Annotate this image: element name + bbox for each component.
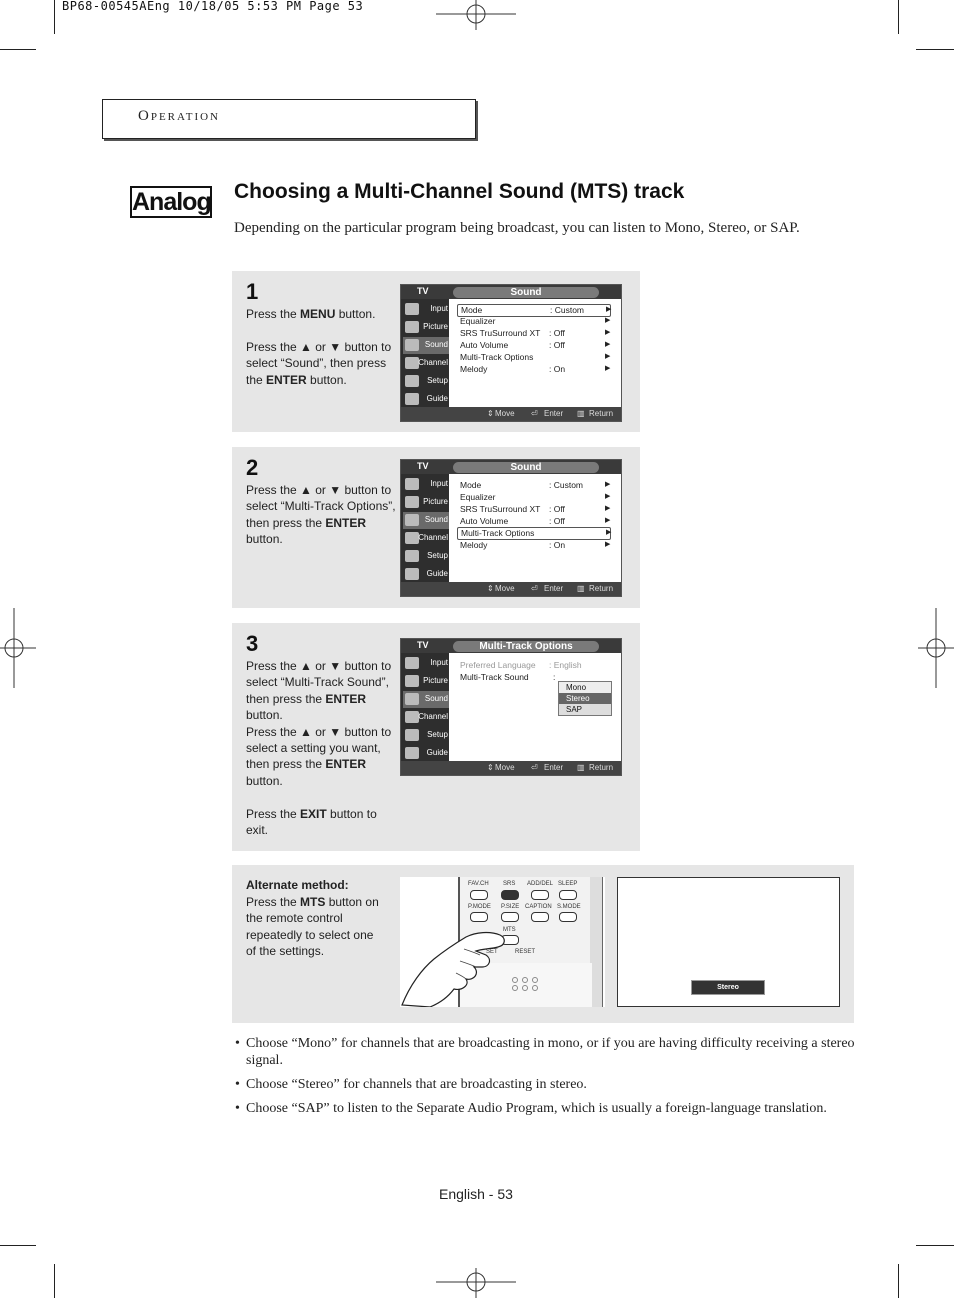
- osd-row: Melody : On ▶: [460, 540, 611, 550]
- return-icon: ▥: [577, 584, 585, 593]
- crop-mark: [54, 1264, 55, 1298]
- osd-side-item: Setup: [427, 730, 448, 739]
- osd-side-item: Picture: [423, 676, 448, 685]
- step-1-panel: [232, 271, 640, 432]
- channel-icon: [405, 532, 419, 544]
- bullet-list: [235, 1035, 858, 1124]
- osd-row: Equalizer ▶: [460, 316, 611, 326]
- arrow-right-icon: ▶: [605, 317, 611, 324]
- osd-footer: ⇕ Move ⏎ Enter ▥ Return: [401, 582, 621, 596]
- crop-mark: [54, 0, 55, 34]
- analog-badge: Analog: [132, 188, 211, 216]
- registration-mark-icon: [918, 608, 954, 688]
- channel-icon: [405, 357, 419, 369]
- page-title: Choosing a Multi-Channel Sound (MTS) track: [234, 180, 685, 203]
- indicator-dot: [512, 977, 518, 983]
- srs-button[interactable]: [501, 890, 519, 900]
- alternate-method-panel: [232, 865, 854, 1023]
- step-number: 3: [246, 631, 259, 656]
- osd-side-item: Picture: [423, 322, 448, 331]
- caption-button[interactable]: [531, 912, 549, 922]
- osd-row: Equalizer ▶: [460, 492, 611, 502]
- crop-mark: [898, 1264, 899, 1298]
- remote-label: RESET: [515, 949, 536, 955]
- enter-icon: ⏎: [531, 584, 538, 593]
- osd-tv-label: TV: [417, 286, 429, 296]
- indicator-dot: [522, 977, 528, 983]
- remote-label: S.MODE: [557, 904, 581, 910]
- move-icon: ⇕: [487, 763, 494, 772]
- osd-side-item: Picture: [423, 497, 448, 506]
- remote-label: CAPTION: [525, 904, 552, 910]
- osd-tv-label: TV: [417, 461, 429, 471]
- arrow-right-icon: ▶: [605, 329, 611, 336]
- crop-mark: [0, 1245, 36, 1246]
- osd-side-item: Sound: [424, 515, 448, 524]
- remote-label: SLEEP: [558, 881, 578, 887]
- remote-label: P.MODE: [468, 904, 491, 910]
- osd-row: Multi-Track Options ▶: [457, 527, 611, 540]
- indicator-dot: [532, 985, 538, 991]
- osd-side-item: Sound: [424, 340, 448, 349]
- osd-row: Multi-Track Sound :: [460, 672, 556, 682]
- osd-row: Melody : On ▶: [460, 364, 611, 374]
- step-1-text: Press the MENU button. Press the ▲ or ▼ button to select “Sound”, then press the ENTER button.: [246, 307, 392, 387]
- sound-icon: [405, 339, 419, 351]
- sound-icon: [405, 693, 419, 705]
- option-sap: SAP: [559, 704, 611, 715]
- osd-row: Preferred Language : English: [460, 660, 582, 670]
- osd-side-item: Guide: [426, 569, 448, 578]
- indicator-dot: [522, 985, 528, 991]
- osd-row: Mode : Custom ▶: [460, 480, 611, 490]
- osd-row: SRS TruSurround XT : Off ▶: [460, 328, 611, 338]
- osd-side-item: Input: [430, 479, 448, 488]
- list-item: • Choose “Stereo” for channels that are broadcasting in stereo.: [235, 1077, 587, 1092]
- arrow-right-icon: ▶: [605, 365, 611, 372]
- osd-row: SRS TruSurround XT : Off ▶: [460, 504, 611, 514]
- remote-label: P.SIZE: [501, 904, 520, 910]
- print-header: BP68-00545AEng 10/18/05 5:53 PM Page 53: [62, 0, 364, 13]
- osd-row: Mode : Custom ▶: [457, 304, 611, 317]
- sound-icon: [405, 514, 419, 526]
- list-item: • Choose “Mono” for channels that are broadcasting in mono, or if you are having difficulty receiving a stereo signal.: [235, 1036, 855, 1068]
- osd-side-item: Input: [430, 304, 448, 313]
- osd-row: Auto Volume : Off ▶: [460, 340, 611, 350]
- s-mode-button[interactable]: [559, 912, 577, 922]
- input-icon: [405, 303, 419, 315]
- arrow-right-icon: ▶: [605, 505, 611, 512]
- osd-footer: ⇕ Move ⏎ Enter ▥ Return: [401, 407, 621, 421]
- registration-mark-icon: [0, 608, 36, 688]
- osd-sound-menu: [400, 284, 622, 422]
- osd-side-item: Input: [430, 658, 448, 667]
- enter-icon: ⏎: [531, 409, 538, 418]
- stereo-indicator: Stereo: [691, 980, 765, 995]
- osd-row: Auto Volume : Off ▶: [460, 516, 611, 526]
- fav-ch-button[interactable]: [470, 890, 488, 900]
- arrow-right-icon: ▶: [605, 353, 611, 360]
- registration-mark-icon: [436, 0, 516, 30]
- registration-mark-icon: [436, 1268, 516, 1298]
- osd-title: Multi-Track Options: [453, 641, 599, 652]
- osd-side-item: Guide: [426, 748, 448, 757]
- step-2-panel: [232, 447, 640, 608]
- section-title: Operation: [138, 108, 221, 124]
- arrow-right-icon: ▶: [605, 481, 611, 488]
- remote-label: SRS: [503, 881, 516, 887]
- osd-title: Sound: [453, 462, 599, 473]
- input-icon: [405, 478, 419, 490]
- osd-footer: ⇕ Move ⏎ Enter ▥ Return: [401, 761, 621, 775]
- step-number: 1: [246, 279, 259, 304]
- arrow-right-icon: ▶: [606, 529, 612, 536]
- sleep-button[interactable]: [559, 890, 577, 900]
- enter-icon: ⏎: [531, 763, 538, 772]
- osd-sidebar: [401, 474, 449, 582]
- tv-screen-illustration: [617, 877, 840, 1007]
- osd-side-item: Channel: [418, 533, 448, 542]
- input-icon: [405, 657, 419, 669]
- return-icon: ▥: [577, 409, 585, 418]
- return-icon: ▥: [577, 763, 585, 772]
- hand-pointing-icon: [400, 915, 510, 1007]
- osd-side-item: Guide: [426, 394, 448, 403]
- step-3-panel: [232, 623, 640, 851]
- move-icon: ⇕: [487, 584, 494, 593]
- guide-icon: [405, 747, 419, 759]
- page-footer: English - 53: [439, 1186, 513, 1202]
- osd-side-item: Channel: [418, 358, 448, 367]
- setup-icon: [405, 550, 419, 562]
- move-icon: ⇕: [487, 409, 494, 418]
- osd-side-item: Sound: [424, 694, 448, 703]
- indicator-dot: [512, 985, 518, 991]
- arrow-right-icon: ▶: [605, 541, 611, 548]
- guide-icon: [405, 568, 419, 580]
- step-2-text: Press the ▲ or ▼ button to select “Multi-Track Options”, then press the ENTER button.: [246, 483, 396, 547]
- osd-side-item: Setup: [427, 376, 448, 385]
- osd-sidebar: [401, 653, 449, 761]
- picture-icon: [405, 496, 419, 508]
- indicator-dot: [532, 977, 538, 983]
- osd-sound-menu: [400, 459, 622, 597]
- picture-icon: [405, 321, 419, 333]
- osd-tv-label: TV: [417, 640, 429, 650]
- step-3-text: Press the ▲ or ▼ button to select “Multi-Track Sound”, then press the ENTER button. Press the ▲ or ▼ button to select a setting you want, then press the ENTER button. Press the EXIT button to exit.: [246, 659, 392, 838]
- crop-mark: [898, 0, 899, 34]
- arrow-right-icon: ▶: [606, 306, 612, 313]
- option-stereo: Stereo: [559, 693, 611, 704]
- remote-label: ADD/DEL: [527, 881, 554, 887]
- arrow-right-icon: ▶: [605, 493, 611, 500]
- mts-options-list: [558, 681, 612, 716]
- osd-side-item: Setup: [427, 551, 448, 560]
- osd-multitrack-menu: [400, 638, 622, 776]
- alternate-method-text: Alternate method: Press the MTS button on the remote control repeatedly to select one of the settings.: [246, 878, 379, 958]
- remote-label: SET: [486, 949, 498, 955]
- option-mono: Mono: [559, 682, 611, 693]
- add-del-button[interactable]: [531, 890, 549, 900]
- list-item: • Choose “SAP” to listen to the Separate Audio Program, which is usually a foreign-language translation.: [235, 1101, 827, 1116]
- remote-label: MTS: [503, 927, 516, 933]
- osd-sidebar: [401, 299, 449, 407]
- crop-mark: [916, 49, 954, 50]
- remote-label: FAV.CH: [468, 881, 489, 887]
- osd-title: Sound: [453, 287, 599, 298]
- setup-icon: [405, 729, 419, 741]
- picture-icon: [405, 675, 419, 687]
- crop-mark: [916, 1245, 954, 1246]
- osd-side-item: Channel: [418, 712, 448, 721]
- intro-paragraph: Depending on the particular program being broadcast, you can listen to Mono, Stereo, or SAP.: [234, 220, 800, 236]
- setup-icon: [405, 375, 419, 387]
- osd-row: Multi-Track Options ▶: [460, 352, 611, 362]
- crop-mark: [0, 49, 36, 50]
- arrow-right-icon: ▶: [605, 341, 611, 348]
- remote-illustration: [400, 877, 605, 1007]
- step-number: 2: [246, 455, 259, 480]
- guide-icon: [405, 393, 419, 405]
- channel-icon: [405, 711, 419, 723]
- arrow-right-icon: ▶: [605, 517, 611, 524]
